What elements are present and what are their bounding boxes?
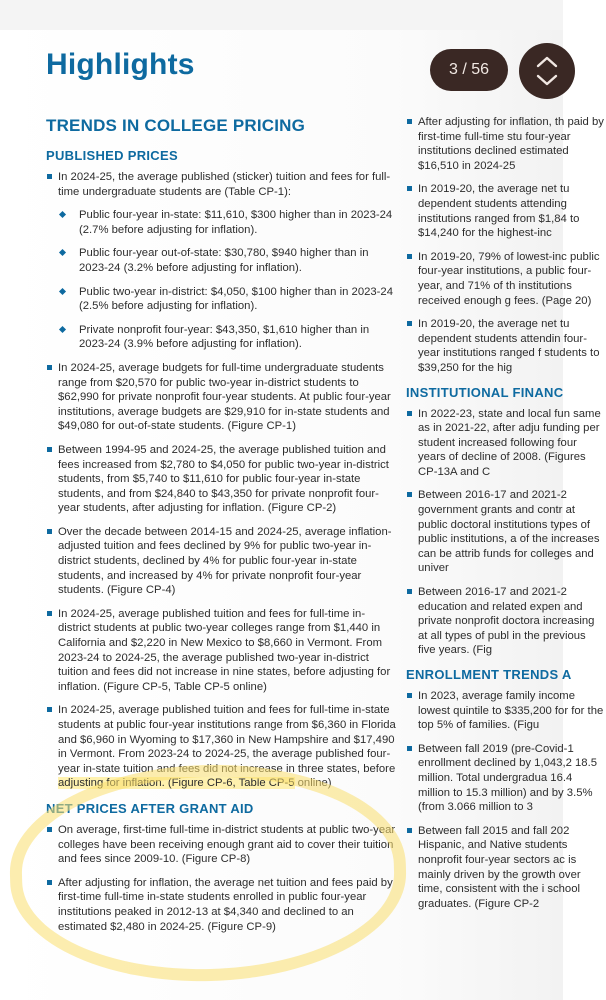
left-column <box>46 116 396 943</box>
right-column-clip <box>400 100 604 1000</box>
right-column <box>406 115 606 920</box>
sub-bullet-private-nonprofit: Private nonprofit four-year: $43,350, $1,610 higher than in 2023-24 (3.9% before adjusting for inflation). <box>46 323 396 352</box>
bullet-right-5: In 2022-23, state and local fun same as in 2021-22, after adju funding per student increased following four years of decline of 2008. (Figures CP-13A and C <box>406 407 606 480</box>
bullet-right-10: Between fall 2015 and fall 202 Hispanic, and Native students nonprofit four-year sectors ac is mainly driven by the growth over time, consistent with the i school graduates. (Figure CP-2 <box>406 824 606 912</box>
bullet-right-3: In 2019-20, 79% of lowest-inc public four-year institutions, a public four-year, and 71% of th institutions received enough g fees. (Page 20) <box>406 250 606 308</box>
bullet-right-2: In 2019-20, the average net tu dependent students attending institutions ranged from $1,84 to $14,240 for the highest-inc <box>406 182 606 240</box>
bullet-sticker-tuition: In 2024-25, the average published (sticker) tuition and fees for full-time undergraduate students are (Table CP-1): <box>46 170 396 199</box>
subsection-net-prices: NET PRICES AFTER GRANT AID <box>46 800 254 816</box>
text-post: online) <box>294 777 332 790</box>
subsection-published-prices: PUBLISHED PRICES <box>46 148 178 163</box>
chevron-up-down-icon <box>533 53 561 89</box>
bullet-two-year-states: In 2024-25, average published tuition and fees for full-time in-district students at public two-year colleges range from $1,440 in California and $2,220 in New Mexico to $8,660 in Vermont. From 2023-24 to 2024-25, the average published two-year in-district tuition and fees did not increase in nine states, before adjusting for inflation. (Figure CP-5, Table CP-5 online) <box>46 607 396 695</box>
bullet-right-7: Between 2016-17 and 2021-2 education and related expen and private nonprofit doctora increasing at all types of publ in the previous five years. (Fig <box>406 585 606 658</box>
bullet-1994-2024: Between 1994-95 and 2024-25, the average published tuition and fees increased from $2,780 to $4,050 for public two-year in-district students, from $5,740 to $11,610 for public four-year in-state students, and from $24,840 to $43,350 for private nonprofit four-year students, after adjusting for inflation. (Figure CP-2) <box>46 443 396 516</box>
top-bar <box>0 0 563 30</box>
sub-bullet-public-out-of-state: Public four-year out-of-state: $30,780, $940 higher than in 2023-24 (3.2% before adjusting for inflation). <box>46 246 396 275</box>
bullet-right-8: In 2023, average family income lowest quintile to $335,200 for for the top 5% of families. (Figu <box>406 689 606 733</box>
page-title: Highlights <box>46 48 195 81</box>
bullet-decade-change: Over the decade between 2014-15 and 2024-25, average inflation-adjusted tuition and fees declined by 9% for public two-year in-district students, declined by 4% for public four-year in-state students, and increased by 4% for private nonprofit four-year students. (Figure CP-4) <box>46 525 396 598</box>
highlighted-text: adjusting for inflation. (Figure CP-6, Table CP-5 <box>58 777 295 790</box>
page-indicator[interactable]: 3 / 56 <box>430 49 508 91</box>
sub-bullet-public-two-year: Public two-year in-district: $4,050, $100 higher than in 2023-24 (2.5% before adjusting for inflation). <box>46 285 396 314</box>
bullet-four-year-states <box>46 703 396 791</box>
bullet-right-4: In 2019-20, the average net tu dependent students attendin four-year institutions ranged f students to $39,250 for the hig <box>406 317 606 375</box>
bullet-right-6: Between 2016-17 and 2021-2 government grants and contr at public doctoral institutions types of public institutions, a of the increases can be attrib funds for colleges and univer <box>406 488 606 576</box>
bullet-right-9: Between fall 2019 (pre-Covid-1 enrollment declined by 1,043,2 18.5 million. Total undergradua 16.4 million to 15.3 million) and by 3.5% (from 3.066 million to 3 <box>406 742 606 815</box>
text-pre: In 2024-25, average published tuition and fees for full-time in-state students at public four-year institutions range from $6,360 in Florida and $6,960 in Wyoming to $17,360 in New Hampshire and $17,490 in Vermont. From 2023-24 to 2024-25, the average published four-year in-state tuition and fees did not increase in three states, before <box>58 704 396 775</box>
page-nav-button[interactable] <box>519 43 575 99</box>
sub-bullet-public-in-state: Public four-year in-state: $11,610, $300 higher than in 2023-24 (2.7% before adjusting for inflation). <box>46 208 396 237</box>
subsection-enrollment-trends: ENROLLMENT TRENDS A <box>406 667 572 682</box>
bullet-budgets: In 2024-25, average budgets for full-time undergraduate students range from $20,570 for public two-year in-district students to $62,990 for private nonprofit four-year students. At public four-year institutions, average budgets are $29,910 for in-state students and $49,080 for out-of-state students. (Figure CP-1) <box>46 361 396 434</box>
bullet-right-1: After adjusting for inflation, th paid by first-time full-time stu four-year institutions declined estimated $16,510 in 2024-25 <box>406 115 606 173</box>
section-title-trends: TRENDS IN COLLEGE PRICING <box>46 116 306 135</box>
bullet-net-four-year: After adjusting for inflation, the average net tuition and fees paid by first-time full-time in-state students enrolled in public four-year institutions peaked in 2012-13 at $4,340 and declined to an estimated $2,480 in 2024-25. (Figure CP-9) <box>46 876 396 934</box>
subsection-institutional-finance: INSTITUTIONAL FINANC <box>406 384 564 400</box>
bullet-net-two-year: On average, first-time full-time in-district students at public two-year colleges have been receiving enough grant aid to cover their tuition and fees since 2009-10. (Figure CP-8) <box>46 823 396 867</box>
